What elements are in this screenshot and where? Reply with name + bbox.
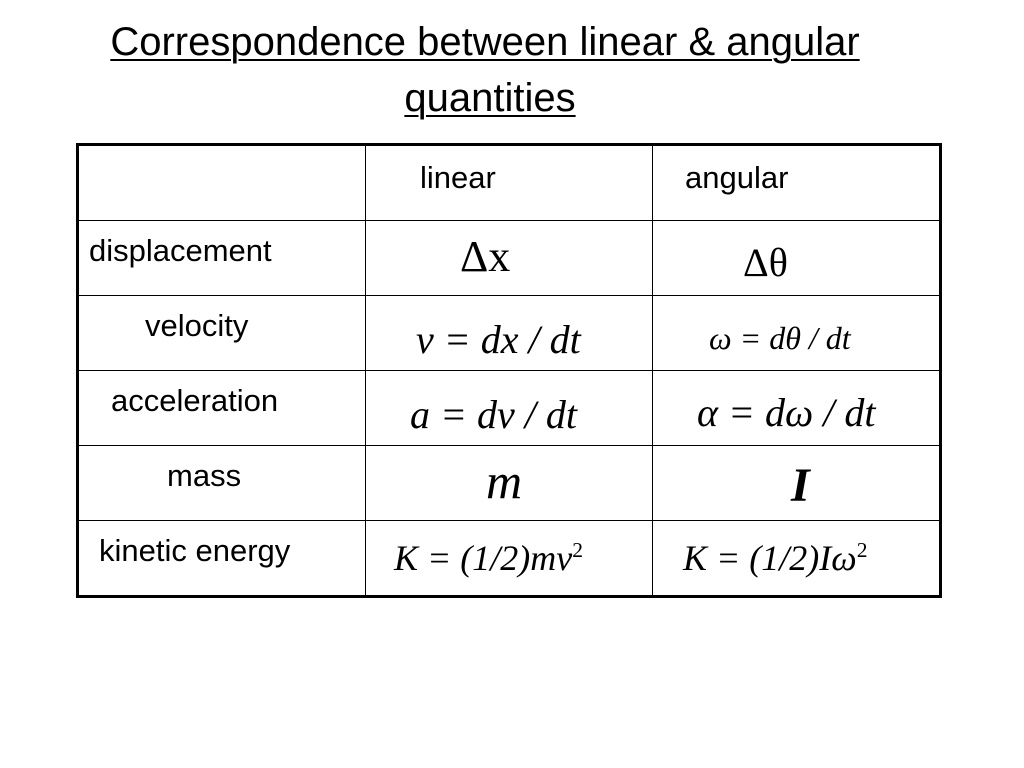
linear-cell xyxy=(366,521,653,597)
table-header-row xyxy=(78,145,941,221)
angular-mass: I xyxy=(791,459,810,512)
linear-cell xyxy=(366,296,653,371)
table-row xyxy=(78,221,941,296)
row-label-displacement: displacement xyxy=(89,233,272,268)
angular-cell xyxy=(653,371,941,446)
title-line-2: quantities xyxy=(404,76,576,120)
angular-kinetic-energy xyxy=(683,537,868,579)
header-angular: angular xyxy=(685,160,789,195)
row-label-acceleration: acceleration xyxy=(111,383,279,418)
angular-ke-exponent: 2 xyxy=(856,538,868,562)
row-label-velocity: velocity xyxy=(145,308,249,343)
linear-velocity: v = dx / dt xyxy=(416,317,581,362)
linear-displacement: Δx xyxy=(460,232,511,281)
linear-acceleration: a = dv / dt xyxy=(410,392,577,437)
row-label-cell xyxy=(78,371,366,446)
linear-kinetic-energy xyxy=(394,537,583,579)
table-row xyxy=(78,371,941,446)
correspondence-table xyxy=(76,143,942,598)
row-label-mass: mass xyxy=(167,458,242,493)
row-label-cell xyxy=(78,296,366,371)
linear-cell xyxy=(366,446,653,521)
header-linear: linear xyxy=(420,160,496,195)
angular-cell xyxy=(653,521,941,597)
table-row xyxy=(78,446,941,521)
slide-title xyxy=(0,14,980,126)
angular-cell xyxy=(653,446,941,521)
header-linear-cell xyxy=(366,145,653,221)
linear-ke-exponent: 2 xyxy=(572,538,584,562)
row-label-cell xyxy=(78,446,366,521)
header-angular-cell xyxy=(653,145,941,221)
linear-ke-base: K = (1/2)mv xyxy=(394,538,573,578)
angular-cell xyxy=(653,296,941,371)
angular-displacement: Δθ xyxy=(743,240,788,285)
angular-ke-base: K = (1/2)Iω xyxy=(683,538,857,578)
row-label-cell xyxy=(78,521,366,597)
header-empty-cell xyxy=(78,145,366,221)
linear-cell xyxy=(366,221,653,296)
title-line-1: Correspondence between linear & angular xyxy=(110,20,860,64)
table-row xyxy=(78,296,941,371)
angular-velocity: ω = dθ / dt xyxy=(709,320,851,356)
angular-cell xyxy=(653,221,941,296)
row-label-kinetic-energy: kinetic energy xyxy=(99,533,291,568)
angular-acceleration: α = dω / dt xyxy=(697,390,876,435)
linear-cell xyxy=(366,371,653,446)
row-label-cell xyxy=(78,221,366,296)
table-row xyxy=(78,521,941,597)
linear-mass: m xyxy=(486,453,523,509)
